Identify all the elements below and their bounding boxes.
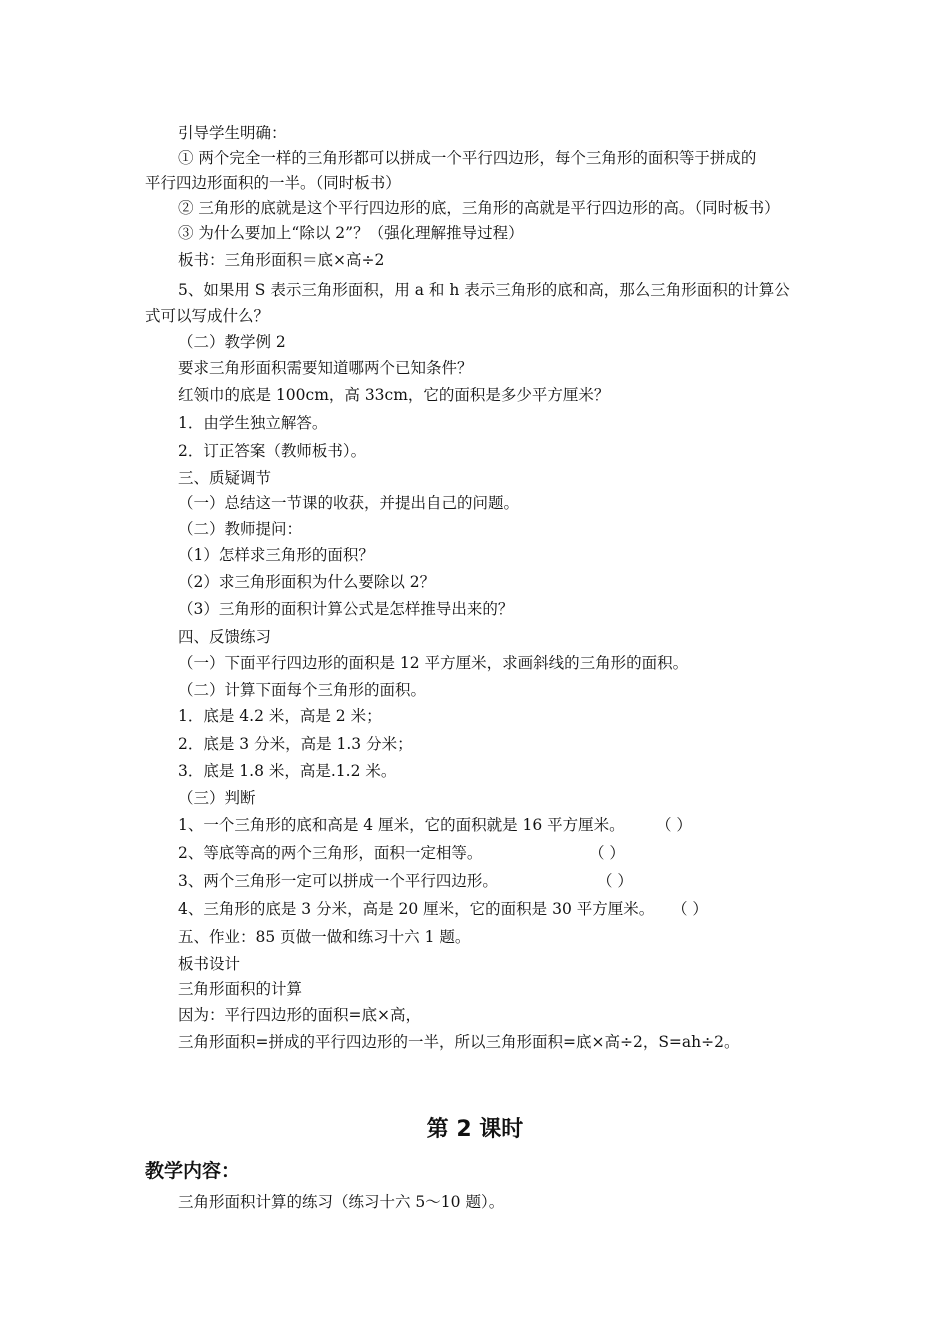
text-line: ① 两个完全一样的三角形都可以拼成一个平行四边形，每个三角形的面积等于拼成的 bbox=[178, 149, 757, 167]
subheading: 教学内容： bbox=[145, 1160, 241, 1182]
answer-bracket: （ ） bbox=[597, 872, 633, 890]
text-line: （3）三角形的面积计算公式是怎样推导出来的？ bbox=[178, 600, 514, 618]
text-line: 要求三角形面积需要知道哪两个已知条件？ bbox=[178, 359, 473, 377]
text-line: 引导学生明确： bbox=[178, 124, 287, 142]
text-line: （2）求三角形面积为什么要除以 2？ bbox=[178, 573, 436, 591]
answer-bracket: （ ） bbox=[589, 844, 625, 862]
text-line: 2．底是 3 分米，高是 1.3 分米； bbox=[178, 735, 413, 753]
text-line: 三角形面积计算的练习（练习十六 5～10 题）。 bbox=[178, 1193, 505, 1211]
text-line: （二）教师提问： bbox=[178, 520, 303, 538]
text-line: 五、作业：85 页做一做和练习十六 1 题。 bbox=[178, 928, 471, 946]
text-line: 式可以写成什么？ bbox=[145, 307, 270, 325]
answer-bracket: （ ） bbox=[672, 900, 708, 918]
text-line: ③ 为什么要加上“除以 2”？（强化理解推导过程） bbox=[178, 224, 524, 242]
text-line: 三角形面积的计算 bbox=[178, 980, 303, 998]
text-line: 板书：三角形面积＝底×高÷2 bbox=[178, 251, 385, 269]
text-line: 红领巾的底是 100cm，高 33cm，它的面积是多少平方厘米？ bbox=[178, 386, 610, 404]
text-line: 1．底是 4.2 米，高是 2 米； bbox=[178, 707, 382, 725]
text-line: （二）教学例 2 bbox=[178, 333, 286, 351]
text-line: （三）判断 bbox=[178, 789, 256, 807]
text-line: 三、质疑调节 bbox=[178, 469, 272, 487]
text-line: 4、三角形的底是 3 分米，高是 20 厘米，它的面积是 30 平方厘米。 bbox=[178, 900, 655, 918]
text-line: 1．由学生独立解答。 bbox=[178, 414, 328, 432]
text-line: 5、如果用 S 表示三角形面积，用 a 和 h 表示三角形的底和高，那么三角形面积的计算公 bbox=[178, 281, 790, 299]
text-line: 3、两个三角形一定可以拼成一个平行四边形。 bbox=[178, 872, 498, 890]
text-line: （二）计算下面每个三角形的面积。 bbox=[178, 681, 427, 699]
text-line: 1、一个三角形的底和高是 4 厘米，它的面积就是 16 平方厘米。 bbox=[178, 816, 625, 834]
text-line: 因为：平行四边形的面积=底×高， bbox=[178, 1006, 421, 1024]
text-line: 平行四边形面积的一半。（同时板书） bbox=[145, 174, 401, 192]
text-line: 2．订正答案（教师板书）。 bbox=[178, 442, 367, 460]
text-line: 板书设计 bbox=[178, 955, 241, 973]
text-line: ② 三角形的底就是这个平行四边形的底，三角形的高就是平行四边形的高。（同时板书） bbox=[178, 199, 780, 217]
text-line: （一）总结这一节课的收获，并提出自己的问题。 bbox=[178, 494, 520, 512]
text-line: 三角形面积=拼成的平行四边形的一半，所以三角形面积=底×高÷2，S=ah÷2。 bbox=[178, 1033, 740, 1051]
text-line: （1）怎样求三角形的面积？ bbox=[178, 546, 374, 564]
text-line: 2、等底等高的两个三角形，面积一定相等。 bbox=[178, 844, 483, 862]
section-heading: 第 2 课时 bbox=[426, 1117, 524, 1142]
text-line: 四、反馈练习 bbox=[178, 628, 272, 646]
text-line: （一）下面平行四边形的面积是 12 平方厘米，求画斜线的三角形的面积。 bbox=[178, 654, 689, 672]
answer-bracket: （ ） bbox=[656, 816, 692, 834]
text-line: 3．底是 1.8 米，高是.1.2 米。 bbox=[178, 762, 397, 780]
